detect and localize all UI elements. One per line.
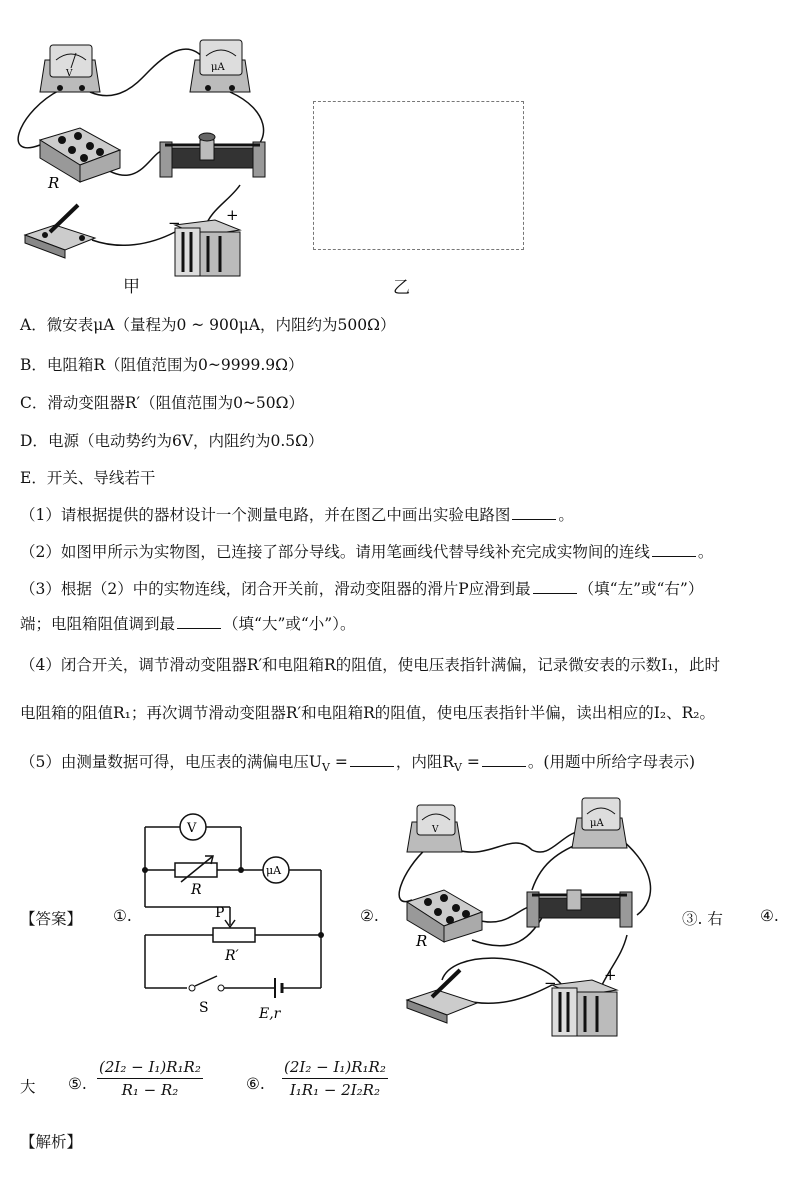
answer-blank bbox=[350, 752, 394, 767]
answer-voltmeter-symbol: V bbox=[432, 825, 439, 835]
question-text: （填“大”或“小”）。 bbox=[223, 615, 356, 633]
question-text: （5）由测量数据可得，电压表的满偏电压U bbox=[20, 753, 322, 771]
formula-6 bbox=[282, 1058, 388, 1099]
question-text: ，内阻R bbox=[395, 753, 454, 771]
microammeter-symbol: μA bbox=[211, 62, 225, 73]
question-text: 电阻箱的阻值R₁；再次调节滑动变阻器R′和电阻箱R的阻值，使电压表指针半偏，读出相应的I₂、R₂。 bbox=[20, 704, 715, 722]
battery-icon bbox=[175, 220, 240, 276]
question-4-line2 bbox=[20, 701, 715, 723]
circuit-p-label: P bbox=[215, 905, 225, 921]
answer-rheostat-icon bbox=[527, 890, 632, 927]
circuit-microammeter: μA bbox=[266, 864, 282, 877]
answer-blank bbox=[177, 614, 221, 629]
option-key: C． bbox=[20, 394, 48, 412]
answer-mark-5: ⑤. bbox=[68, 1075, 87, 1093]
formula-5-numerator: (2I₂ − I₁)R₁R₂ bbox=[97, 1058, 203, 1079]
option-e bbox=[20, 466, 155, 488]
question-3-line2 bbox=[20, 612, 355, 634]
circuit-r-label: R bbox=[191, 882, 202, 898]
answer-battery-minus: − bbox=[544, 974, 557, 992]
option-b bbox=[20, 353, 304, 375]
microammeter-icon bbox=[190, 40, 250, 92]
option-c bbox=[20, 391, 304, 413]
option-text: 电源（电动势约为6V，内阻约为0.5Ω） bbox=[47, 432, 324, 450]
figure-yi-label: 乙 bbox=[393, 278, 410, 298]
answer-blank bbox=[482, 752, 526, 767]
battery-minus: − bbox=[168, 214, 181, 232]
question-2 bbox=[20, 540, 713, 562]
formula-6-denominator: I₁R₁ − 2I₂R₂ bbox=[289, 1081, 380, 1099]
analysis-label: 【解析】 bbox=[20, 1133, 83, 1151]
circuit-er-label: E,r bbox=[259, 1006, 281, 1022]
answer-mark-2: ②. bbox=[360, 907, 379, 925]
option-a bbox=[20, 313, 395, 335]
answer-label: 【答案】 bbox=[20, 910, 83, 928]
figure-yi-box bbox=[313, 101, 524, 250]
answer-apparatus bbox=[382, 790, 674, 1045]
question-text: （1）请根据提供的器材设计一个测量电路，并在图乙中画出实验电路图 bbox=[20, 506, 511, 524]
question-text: 端；电阻箱阻值调到最 bbox=[20, 615, 176, 633]
figure-jia-apparatus bbox=[0, 0, 300, 300]
subscript: V bbox=[454, 761, 462, 775]
equals: = bbox=[334, 753, 348, 771]
circuit-s-label: S bbox=[199, 1000, 209, 1016]
option-key: E． bbox=[20, 469, 47, 487]
battery-plus: + bbox=[226, 206, 239, 224]
option-text: 电阻箱R（阻值范围为0~9999.9Ω） bbox=[46, 356, 304, 374]
voltmeter-symbol: V bbox=[66, 69, 73, 79]
answer-resistance-label: R bbox=[416, 932, 428, 950]
answer-battery-icon bbox=[552, 980, 617, 1036]
answer-blank bbox=[652, 542, 696, 557]
answer-blank bbox=[533, 579, 577, 594]
rheostat-icon bbox=[160, 133, 265, 177]
option-key: A． bbox=[20, 316, 47, 334]
answer-mark-6: ⑥. bbox=[246, 1075, 265, 1093]
answer-4-value: 大 bbox=[20, 1078, 36, 1096]
answer-blank bbox=[512, 505, 556, 520]
figure-jia-label: 甲 bbox=[123, 277, 140, 297]
question-text: 。(用题中所给字母表示) bbox=[527, 753, 695, 771]
voltmeter-icon bbox=[40, 45, 100, 92]
answer-voltmeter-icon bbox=[407, 805, 462, 852]
resistance-box-label: R bbox=[48, 174, 60, 192]
punct: 。 bbox=[558, 506, 574, 524]
question-text: （2）如图甲所示为实物图，已连接了部分导线。请用笔画线代替导线补充完成实物间的连线 bbox=[20, 543, 650, 561]
option-key: B． bbox=[20, 356, 47, 374]
equals: = bbox=[466, 753, 480, 771]
answer-mark-4: ④. bbox=[760, 907, 779, 925]
formula-5-denominator: R₁ − R₂ bbox=[121, 1081, 179, 1099]
switch-icon bbox=[25, 205, 95, 258]
circuit-rprime-label: R′ bbox=[225, 948, 239, 964]
question-1 bbox=[20, 503, 574, 525]
answer-battery-plus: + bbox=[604, 966, 617, 984]
question-text: （4）闭合开关，调节滑动变阻器R′和电阻箱R的阻值，使电压表指针满偏，记录微安表的示数I₁，此时 bbox=[20, 656, 721, 674]
option-d bbox=[20, 429, 324, 451]
subscript: V bbox=[321, 761, 330, 775]
formula-6-numerator: (2I₂ − I₁)R₁R₂ bbox=[282, 1058, 388, 1079]
formula-5 bbox=[97, 1058, 203, 1099]
circuit-diagram bbox=[135, 812, 335, 1024]
answer-mark-1: ①. bbox=[113, 907, 132, 925]
option-text: 微安表μA（量程为0 ~ 900μA，内阻约为500Ω） bbox=[46, 316, 396, 334]
answer-microammeter-symbol: μA bbox=[590, 818, 604, 829]
question-4-line1 bbox=[20, 653, 720, 675]
option-text: 滑动变阻器R′（阻值范围为0~50Ω） bbox=[47, 394, 304, 412]
answer-mark-3: ③. 右 bbox=[682, 910, 723, 928]
question-text: （3）根据（2）中的实物连线，闭合开关前，滑动变阻器的滑片P应滑到最 bbox=[20, 580, 531, 598]
option-text: 开关、导线若干 bbox=[46, 469, 156, 487]
answer-microammeter-icon bbox=[572, 798, 627, 848]
circuit-voltmeter: V bbox=[187, 821, 197, 836]
question-5 bbox=[20, 750, 695, 774]
punct: 。 bbox=[697, 543, 714, 561]
question-3-line1 bbox=[20, 577, 703, 599]
question-text: （填“左”或“右”） bbox=[578, 580, 704, 598]
option-key: D． bbox=[20, 432, 48, 450]
